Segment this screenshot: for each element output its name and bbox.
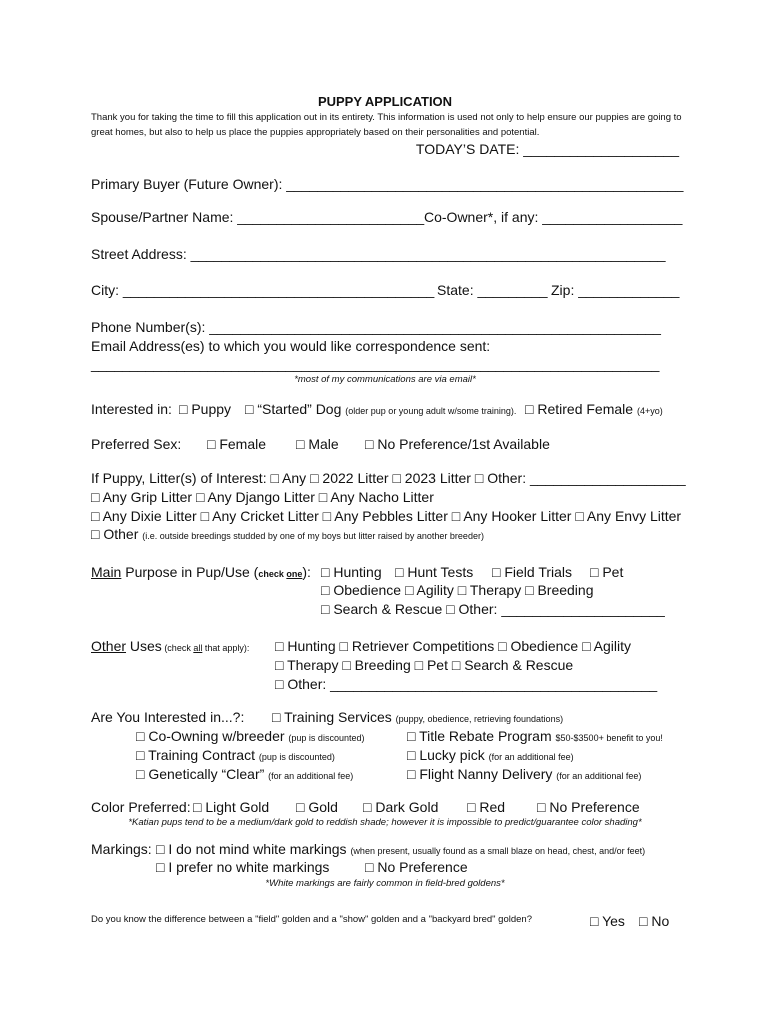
- markings-note: *White markings are fairly common in field-bred goldens*: [265, 878, 505, 889]
- litter-other-note: (i.e. outside breedings studded by one of my boys but litter raised by another breeder): [142, 531, 484, 541]
- interested-puppy-checkbox[interactable]: □ Puppy: [179, 401, 232, 417]
- phone-field[interactable]: Phone Number(s): __________________________________________________________: [91, 319, 661, 335]
- title-rebate-checkbox[interactable]: □ Title Rebate Program $50-$3500+ benefit to you!: [407, 728, 663, 744]
- state-field[interactable]: State: _________: [437, 282, 548, 298]
- color-gold-checkbox[interactable]: □ Gold: [296, 799, 338, 815]
- main-purpose-label: Main Purpose in Pup/Use (check one):: [91, 564, 311, 580]
- email-field[interactable]: _________________________________________________________________________: [91, 356, 660, 372]
- lucky-pick-checkbox[interactable]: □ Lucky pick (for an additional fee): [407, 747, 574, 763]
- litter-other-checkbox[interactable]: [91, 525, 484, 545]
- other-uses-label: Other Uses (check all that apply):: [91, 638, 250, 654]
- training-contract-checkbox[interactable]: □ Training Contract (pup is discounted): [136, 747, 335, 763]
- litter-interest-row2[interactable]: □ Any Grip Litter □ Any Django Litter □ Any Nacho Litter: [91, 489, 434, 505]
- purpose-field-trials-checkbox[interactable]: □ Field Trials: [492, 564, 573, 580]
- sex-male-checkbox[interactable]: □ Male: [296, 436, 339, 452]
- color-light-gold-checkbox[interactable]: □ Light Gold: [193, 799, 270, 815]
- zip-field[interactable]: Zip: _____________: [551, 282, 680, 298]
- purpose-hunting-checkbox[interactable]: □ Hunting: [321, 564, 382, 580]
- other-uses-row2[interactable]: □ Therapy □ Breeding □ Pet □ Search & Rescue: [275, 657, 574, 673]
- started-note: (older pup or young adult w/some training).: [345, 406, 517, 416]
- form-title: PUPPY APPLICATION: [317, 94, 453, 109]
- markings-label: Markings:: [91, 841, 152, 857]
- color-note: *Katian pups tend to be a medium/dark gold to reddish shade; however it is impossible to predict/guarantee color shading*: [128, 817, 642, 828]
- coowning-checkbox[interactable]: □ Co-Owning w/breeder (pup is discounted): [136, 728, 365, 744]
- color-red-checkbox[interactable]: □ Red: [467, 799, 506, 815]
- street-address-field[interactable]: Street Address: _____________________________________________________________: [91, 246, 666, 262]
- difference-no-checkbox[interactable]: □ No: [639, 913, 670, 929]
- email-note: *most of my communications are via email*: [294, 374, 476, 385]
- interested-retired-checkbox[interactable]: [525, 400, 663, 420]
- email-label: Email Address(es) to which you would like correspondence sent:: [91, 338, 491, 354]
- other-uses-row1[interactable]: □ Hunting □ Retriever Competitions □ Obedience □ Agility: [275, 638, 631, 654]
- markings-prefer-none-checkbox[interactable]: □ I prefer no white markings: [156, 859, 330, 875]
- litter-interest-row3[interactable]: □ Any Dixie Litter □ Any Cricket Litter □ Any Pebbles Litter □ Any Hooker Litter □ Any Envy Litter: [91, 508, 682, 524]
- difference-question: Do you know the difference between a "field" golden and a "show" golden and a "backyard bred" golden?: [91, 914, 532, 925]
- training-services-checkbox[interactable]: □ Training Services (puppy, obedience, retrieving foundations): [272, 709, 564, 725]
- flight-nanny-checkbox[interactable]: □ Flight Nanny Delivery (for an additional fee): [407, 766, 642, 782]
- markings-dont-mind-checkbox[interactable]: □ I do not mind white markings (when present, usually found as a small blaze on head, chest, and/or feet): [156, 841, 646, 857]
- interested-label: Interested in:: [91, 401, 172, 417]
- litter-interest-row1[interactable]: If Puppy, Litter(s) of Interest: □ Any □ 2022 Litter □ 2023 Litter □ Other: ____________________: [91, 470, 686, 486]
- retired-note: (4+yo): [636, 406, 663, 416]
- purpose-hunt-tests-checkbox[interactable]: □ Hunt Tests: [395, 564, 474, 580]
- started-label: □ “Started” Dog: [245, 401, 342, 417]
- interested-in-label: Are You Interested in...?:: [91, 709, 245, 725]
- city-field[interactable]: City: ________________________________________: [91, 282, 435, 298]
- primary-buyer-field[interactable]: Primary Buyer (Future Owner): ___________________________________________________: [91, 176, 684, 192]
- spouse-name-field[interactable]: Spouse/Partner Name: ________________________: [91, 209, 425, 225]
- purpose-pet-checkbox[interactable]: □ Pet: [590, 564, 624, 580]
- markings-nopref-checkbox[interactable]: □ No Preference: [365, 859, 468, 875]
- todays-date-field[interactable]: TODAY’S DATE: ____________________: [415, 141, 679, 157]
- intro-text: Thank you for taking the time to fill this application out in its entirety. This information is used not only to help ensure our puppies are going to great homes, but also to help us place the puppies appropriately based on their personalities and potential.: [91, 112, 682, 138]
- litter-other-label: □ Other: [91, 526, 139, 542]
- retired-label: □ Retired Female: [525, 401, 634, 417]
- purpose-row2[interactable]: □ Obedience □ Agility □ Therapy □ Breeding: [321, 582, 594, 598]
- genetically-clear-checkbox[interactable]: □ Genetically “Clear” (for an additional fee): [136, 766, 354, 782]
- sex-female-checkbox[interactable]: □ Female: [207, 436, 267, 452]
- color-label: Color Preferred:: [91, 799, 191, 815]
- sex-label: Preferred Sex:: [91, 436, 182, 452]
- other-uses-row3[interactable]: □ Other: __________________________________________: [275, 676, 658, 692]
- coowner-field[interactable]: Co-Owner*, if any: __________________: [424, 209, 683, 225]
- interested-started-checkbox[interactable]: [245, 400, 516, 420]
- sex-nopref-checkbox[interactable]: □ No Preference/1st Available: [365, 436, 550, 452]
- color-dark-gold-checkbox[interactable]: □ Dark Gold: [363, 799, 439, 815]
- difference-yes-checkbox[interactable]: □ Yes: [590, 913, 625, 929]
- color-nopref-checkbox[interactable]: □ No Preference: [537, 799, 640, 815]
- purpose-row3[interactable]: □ Search & Rescue □ Other: _____________________: [321, 601, 665, 617]
